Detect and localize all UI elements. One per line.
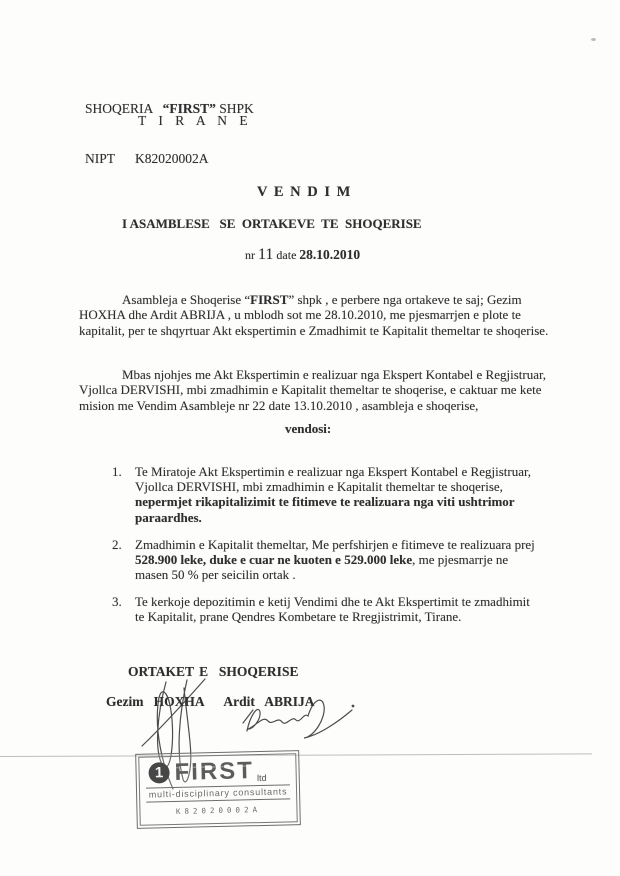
paragraph-expert [79,367,561,413]
item-text: Zmadhimin e Kapitalit themeltar, Me perfshirjen e fitimeve te realizuara prej [135,537,535,552]
nipt-value: K82020002A [135,150,209,166]
item-number: 2. [112,537,122,552]
stamp-tagline: multi-disciplinary consultants [148,786,288,800]
company-prefix: SHOQERIA [85,101,163,116]
item-number: 1. [112,464,122,479]
stamp-company-name: FIRST [174,757,255,786]
decision-number-line [245,246,360,264]
partner-names: Gezim HOXHA Ardit ABRIJA [106,694,315,709]
nipt-line [85,151,254,168]
number-1-badge-icon: 1 [148,762,169,783]
nr-label: nr [245,248,258,262]
item-text-bold: nepermjet rikapitalizimit te fitimeve te realizuara nga viti ushtrimor paraardhes. [135,494,515,525]
stamp-inner-border [138,753,298,826]
nr-value: 11 [258,246,274,263]
stamp-ltd-suffix: ltd [256,772,267,784]
item-number: 3. [112,594,122,609]
paragraph-expert-text: Mbas njohjes me Akt Ekspertimin e realizuar nga Ekspert Kontabel e Regjistruar, Vjollca DERVISHI, mbi zmadhimin e Kapitalit themeltar te shoqerise, e caktuar me kete mision me Vendim Asambleje nr 22 date 13.10.2010 , asambleja e shoqerise, [79,367,547,413]
partners-heading: ORTAKET E SHOQERISE [128,664,299,679]
paragraph-intro-company: FIRST [250,292,289,307]
item-text-bold: 528.900 leke, duke e cuar ne kuoten e 529.000 leke [135,552,413,568]
item-text: Te kerkoje depozitimin e ketij Vendimi dhe te Akt Ekspertimit te zmadhimit te Kapitalit, prane Qendres Kombetare te Rregjistrimit, Tirane. [135,594,530,625]
item-text-tail: , me pjesmarrje ne masen 50 % per seicilin ortak . [135,552,509,583]
scan-artifact-speck [591,38,596,41]
item-text: Te Miratoje Akt Ekspertimin e realizuar nga Ekspert Kontabel e Regjistruar, Vjollca DERVISHI, mbi zmadhimin e Kapitalit themeltar te shoqerise, [135,464,532,495]
date-value: 28.10.2010 [299,247,361,262]
decision-item-2 [112,537,542,583]
company-letterhead [85,68,254,200]
paragraph-intro-rest: ” shpk , e perbere nga ortakeve te saj; Gezim HOXHA dhe Ardit ABRIJA , u mblodh sot me 28.10.2010, me pjesmarrjen e plote te kapitalit, per te shqyrtuar Akt ekspertimin e Zmadhimit te Kapitalit themeltar te shoqerise. [79,292,549,338]
decision-keyword: vendosi: [285,421,332,436]
city-name: T I R A N E [138,113,253,128]
stamp-logo-row [139,754,296,788]
nipt-label: NIPT [85,150,115,166]
decision-title: V E N D I M [257,184,352,200]
paragraph-intro-text: Asambleja e Shoqerise “ [122,292,251,307]
date-label: date [273,248,300,262]
decision-subtitle: I ASAMBLESE SE ORTAKEVE TE SHOQERISE [122,216,422,231]
company-stamp [135,750,301,829]
paragraph-intro [79,292,561,338]
stamp-nipt-code: K82020002A [175,804,262,816]
decision-item-3 [112,594,542,624]
decision-item-1 [112,464,542,525]
company-name: “FIRST” [162,101,216,116]
company-suffix: SHPK [215,101,254,116]
